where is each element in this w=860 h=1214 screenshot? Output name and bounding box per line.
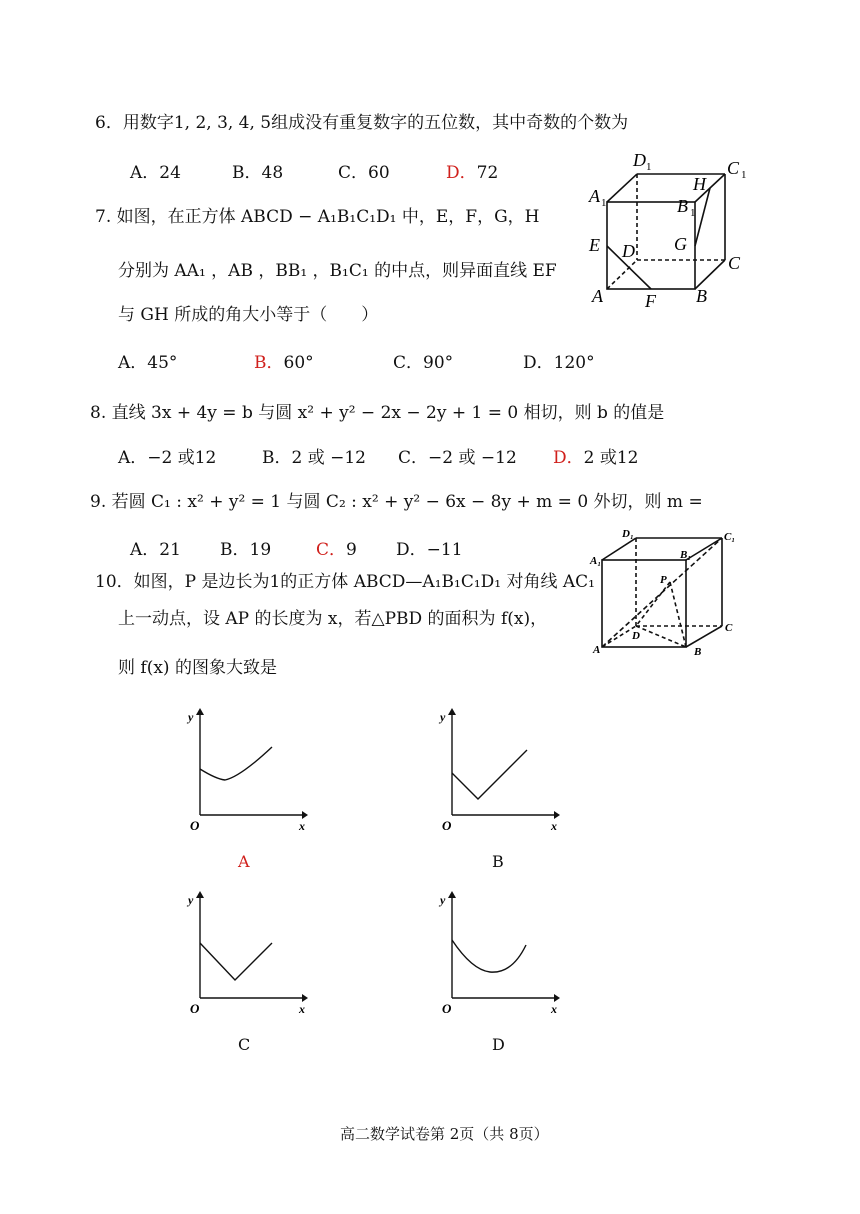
q9-stem: 9. 若圆 C₁ : x² + y² = 1 与圆 C₂ : x² + y² − 6x − 8y + m = 0 外切，则 m = [90,492,703,512]
graph-b-y: y [440,710,446,724]
q7-label-c: C [728,253,741,273]
graph-d-curve [452,940,526,972]
q6-option-b: B．48 [232,163,284,183]
q7-label-d: D [622,241,635,261]
q7-line1: 7. 如图，在正方体 ABCD − A₁B₁C₁D₁ 中，E，F，G，H [95,207,540,227]
q7-label-d1-sub: 1 [646,161,652,173]
q7-label-b1-sub: 1 [690,207,696,219]
q7-label-h: H [693,174,706,194]
q10-label-c1: C₁ [724,531,736,543]
q7-label-c1: C [727,158,740,178]
graph-b-caption: B [492,852,504,871]
graph-d-caption: D [492,1035,505,1054]
q9-option-a: A．21 [130,540,181,560]
q10-label-a1: A₁ [590,555,602,567]
q10-label-p: P [660,574,667,586]
q8-option-d: D．2 或12 [553,448,639,468]
q8-stem: 8. 直线 3x + 4y = b 与圆 x² + y² − 2x − 2y + 1 = 0 相切，则 b 的值是 [90,403,665,423]
q7-label-b: B [696,286,707,306]
q10-line3: 则 f(x) 的图象大致是 [118,658,277,678]
q10-label-b: B [694,646,702,658]
graph-b [432,705,572,835]
graph-c [180,888,320,1018]
graph-b-x: x [551,819,557,833]
q6-stem: 6．用数字1, 2, 3, 4, 5组成没有重复数字的五位数，其中奇数的个数为 [95,113,629,133]
q9-option-c: C．9 [316,540,357,560]
q7-option-c: C．90° [393,353,454,373]
q10-label-a: A [593,644,601,656]
graph-d-o: O [442,1001,452,1016]
q7-label-a: A [592,286,603,306]
q10-line1: 10．如图，P 是边长为1的正方体 ABCD—A₁B₁C₁D₁ 对角线 AC₁ [95,572,595,592]
graph-a-y: y [188,710,194,724]
graph-d-y: y [440,893,446,907]
graph-a [180,705,320,835]
q7-option-d: D．120° [523,353,595,373]
q7-label-d1: D [633,150,646,170]
q10-cube-figure [590,530,750,660]
q10-label-b1: B₁ [680,549,692,561]
graph-d [432,888,572,1018]
page-footer: 高二数学试卷第 2页（共 8页） [340,1125,549,1143]
q7-label-c1-sub: 1 [741,169,747,181]
graph-c-x: x [299,1002,305,1016]
q7-label-f: F [645,291,656,311]
graph-c-y: y [188,893,194,907]
q7-cube-figure [585,150,755,310]
q7-option-b: B．60° [254,353,314,373]
q9-option-d: D．−11 [396,540,463,560]
graph-a-caption: A [238,852,250,871]
graph-a-o: O [190,818,200,833]
q7-label-a1: A [589,186,600,206]
q6-option-c: C．60 [338,163,390,183]
q10-label-d1: D₁ [622,528,634,540]
q7-label-g: G [674,234,687,254]
q9-option-b: B．19 [220,540,272,560]
graph-a-x: x [299,819,305,833]
graph-c-caption: C [238,1035,251,1054]
graph-b-curve [452,750,527,799]
q8-option-a: A．−2 或12 [118,448,217,468]
q6-option-a: A．24 [130,163,181,183]
q7-label-b1: B [677,196,688,216]
q6-option-d: D．72 [446,163,499,183]
graph-c-curve [200,943,272,980]
q10-line2: 上一动点，设 AP 的长度为 x，若△PBD 的面积为 f(x)， [118,609,548,629]
q8-option-b: B．2 或 −12 [262,448,366,468]
graph-a-curve [200,747,272,780]
q10-label-d: D [632,630,640,642]
graph-c-o: O [190,1001,200,1016]
q8-option-c: C．−2 或 −12 [398,448,517,468]
graph-b-o: O [442,818,452,833]
q7-label-a1-sub: 1 [601,197,607,209]
q7-line2: 分别为 AA₁ ，AB ，BB₁ ，B₁C₁ 的中点，则异面直线 EF [118,261,557,281]
q7-line3: 与 GH 所成的角大小等于（ ） [118,305,379,325]
q10-label-c: C [725,622,733,634]
q7-option-a: A．45° [118,353,178,373]
graph-d-x: x [551,1002,557,1016]
q7-label-e: E [589,235,600,255]
